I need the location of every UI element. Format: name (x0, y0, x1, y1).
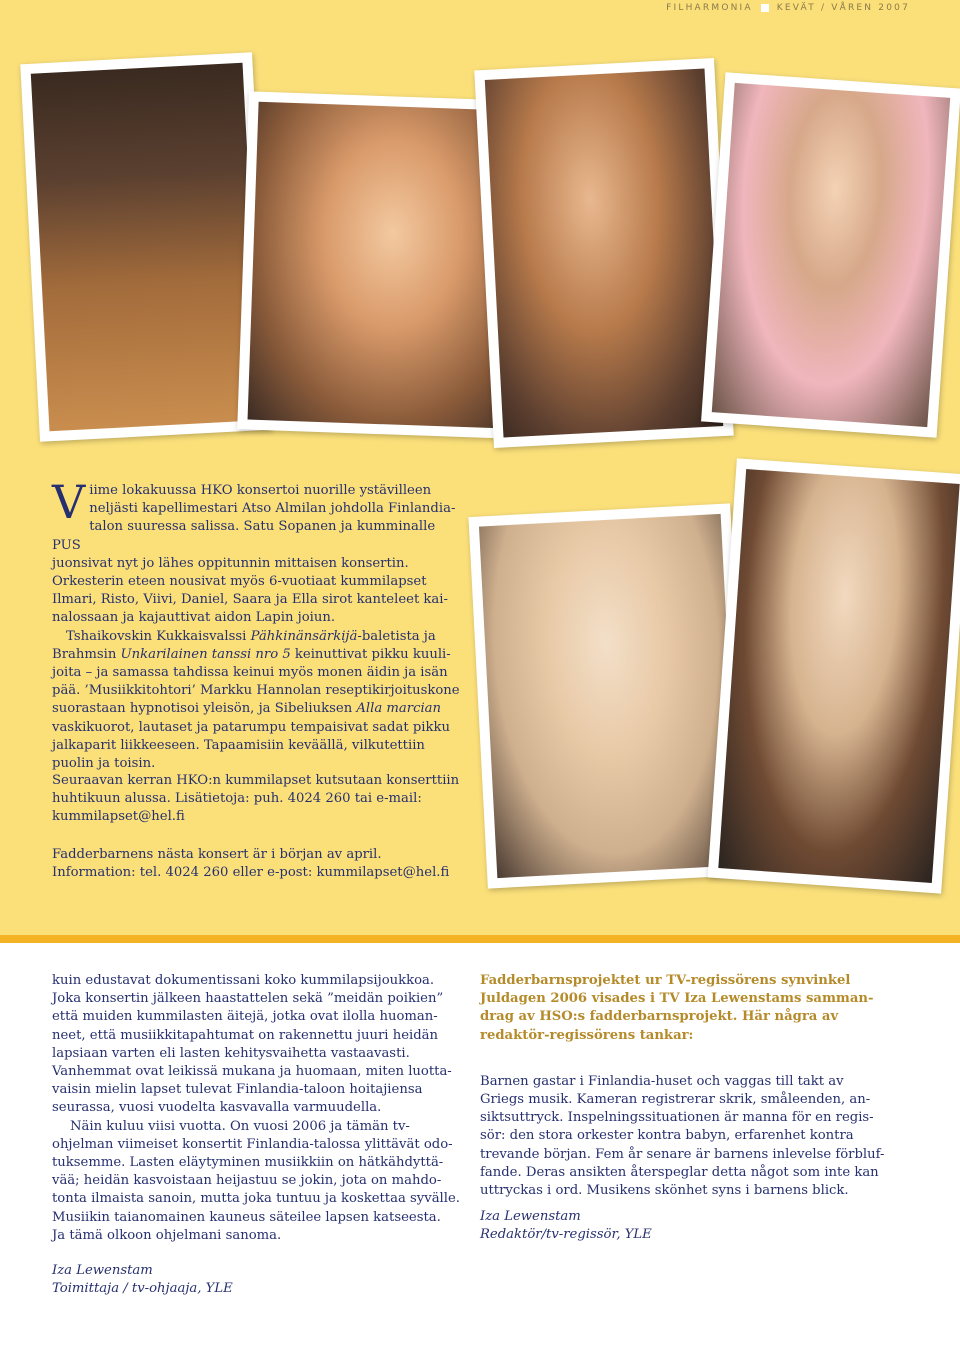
right-lead (480, 972, 890, 1045)
column-line: ohjelman viimeiset konsertit Finlandia-talossa ylittävät odo- (52, 1136, 453, 1152)
column-line: vaisin mielin lapset tulevat Finlandia-taloon hoitajiensa (52, 1082, 423, 1098)
column-line: vää; heidän kasvoistaan heijastuu se jokin, jota on mahdo- (52, 1173, 442, 1189)
info-email-link[interactable]: kummilapset@hel.fi (52, 809, 185, 825)
photo-image (479, 514, 739, 878)
girl-hand-cheek-photo (708, 458, 960, 893)
column-line: kuin edustavat dokumentissani koko kummilapsijoukkoa. (52, 973, 435, 988)
signature-title: Toimittaja / tv-ohjaaja, YLE (52, 1281, 233, 1297)
info-line: Fadderbarnens nästa konsert är i början av april. (52, 847, 382, 862)
italic-run: Pähkinänsärkijä (250, 628, 358, 644)
orange-divider-rule (0, 935, 960, 943)
right-body (480, 1073, 890, 1200)
column-line: trevande början. Fem år senare är barnens inlevelse förbluf- (480, 1146, 885, 1162)
article-line (52, 719, 462, 737)
column-line: Vanhemmat ovat leikissä mukana ja huomaan, miten luotta- (52, 1064, 452, 1080)
column-line: Näin kuluu viisi vuotta. On vuosi 2006 ja tämän tv- (70, 1118, 410, 1134)
signature-name: Iza Lewenstam (52, 1263, 153, 1278)
photo-image (485, 68, 723, 437)
text-run: puolin ja toisin. (52, 756, 156, 772)
article-line (52, 700, 462, 718)
conductor-photo (20, 52, 271, 442)
italic-run: Unkarilainen tanssi nro 5 (120, 646, 291, 662)
article-line (52, 646, 462, 664)
text-run: suorastaan hypnotisoi yleisön, ja Sibeliuksen (52, 701, 357, 717)
photo-image (712, 83, 950, 427)
article-line: talon suuressa salissa. Satu Sopanen ja kumminalle PUS (52, 519, 436, 553)
text-run: pää. ’Musiikkitohtori’ Markku Hannolan reseptikirjoituskone (52, 683, 460, 699)
photo-image (31, 63, 261, 432)
text-run: Tshaikovskin Kukkaisvalssi (66, 628, 251, 644)
info-line: huhtikuun alussa. Lisätietoja: puh. 4024 260 tai e-mail: (52, 791, 422, 807)
article-line (52, 664, 462, 682)
header-square-icon (761, 4, 769, 12)
signature-name: Iza Lewenstam (480, 1209, 581, 1224)
girl-looking-up-photo (701, 72, 960, 438)
issue-label: KEVÄT / VÅREN 2007 (776, 3, 910, 13)
column-line: sör: den stora orkester kontra babyn, erfarenhet kontra (480, 1128, 854, 1144)
text-run: -baletista ja (357, 628, 436, 644)
column-line: Ja tämä olkoon ohjelmani sanoma. (52, 1227, 282, 1243)
photo-image (248, 102, 511, 429)
article-line (52, 628, 462, 646)
text-run: jalkaparit liikkeeseen. Tapaamisiin keväällä, vilkutettiin (52, 737, 425, 753)
column-line: neet, että musiikkitapahtumat on rakennettu juuri heidän (52, 1027, 439, 1043)
article-line (52, 682, 462, 700)
column-line: seurassa, vuosi vuodelta kasvavalla varmuudella. (52, 1100, 382, 1116)
column-line: uttryckas i ord. Musikens skönhet syns i barnens blick. (480, 1183, 849, 1199)
article-line: iime lokakuussa HKO konsertoi nuorille ystävilleen (89, 483, 432, 498)
article-line: juonsivat nyt jo lähes oppitunnin mittaisen konsertin. (52, 555, 409, 571)
column-line: siktsuttryck. Inspelningssituationen är manna för en regis- (480, 1110, 874, 1126)
lead-line: Juldagen 2006 visades i TV Iza Lewenstams samman- (480, 991, 874, 1007)
italic-run: Alla marcian (356, 701, 442, 717)
column-line: Joka konsertin jälkeen haastattelen sekä ”meidän poikien” (52, 991, 444, 1007)
lead-line: Fadderbarnsprojektet ur TV-regissörens synvinkel (480, 973, 851, 988)
page-header (666, 0, 910, 16)
info-line: Information: tel. 4024 260 eller e-post: kummilapset@hel.fi (52, 865, 450, 881)
swedish-info (52, 846, 472, 882)
text-run: keinuttivat pikku kuuli- (290, 646, 451, 662)
text-run: vaskikuorot, lautaset ja patarumpu tempaisivat sadat pikku (52, 719, 450, 735)
article-line (52, 755, 462, 773)
right-column (480, 972, 890, 1200)
article-paragraph-1 (52, 475, 462, 628)
info-line: Seuraavan kerran HKO:n kummilapset kutsutaan konserttiin (52, 773, 460, 788)
lead-line: redaktör-regissörens tankar: (480, 1027, 694, 1043)
column-line: tonta ilmaista sanoin, mutta joka tuntuu ja koskettaa syvälle. (52, 1191, 460, 1207)
column-line: Griegs musik. Kameran registrerar skrik, småleenden, an- (480, 1092, 871, 1108)
column-line: lapsiaan varten eli lasten kehitysvaihetta vastaavasti. (52, 1045, 410, 1061)
text-run: Brahmsin (52, 646, 121, 662)
boy-photo (474, 58, 733, 448)
column-line: Musiikin taianomainen kauneus säteilee lapsen katseesta. (52, 1209, 441, 1225)
right-signature (480, 1208, 652, 1244)
lead-line: drag av HSO:s fadderbarnsprojekt. Här några av (480, 1009, 839, 1025)
column-line: tuksemme. Lasten eläytyminen musiikkiin on hätkähdyttä- (52, 1155, 444, 1171)
photo-image (718, 469, 959, 883)
article-paragraph-2 (52, 628, 462, 774)
column-line: että muiden kummilasten äitejä, jotka ovat ilolla huoman- (52, 1009, 438, 1025)
left-paragraph-1 (52, 972, 462, 1118)
article-body (52, 475, 462, 773)
drop-cap: V (52, 475, 86, 529)
left-column (52, 972, 462, 1245)
signature-title: Redaktör/tv-regissör, YLE (480, 1227, 652, 1243)
article-line: nalossaan ja kajauttivat aidon Lapin joiun. (52, 610, 336, 626)
left-paragraph-2 (52, 1118, 462, 1245)
article-line (52, 737, 462, 755)
left-signature (52, 1262, 233, 1298)
article-line: Ilmari, Risto, Viivi, Daniel, Saara ja Ella sirot kanteleet kai- (52, 592, 448, 608)
article-line: neljästi kapellimestari Atso Almilan johdolla Finlandia- (89, 501, 456, 517)
column-line: Barnen gastar i Finlandia-huset och vaggas till takt av (480, 1073, 844, 1089)
article-line: Orkesterin eteen nousivat myös 6-vuotiaat kummilapset (52, 574, 427, 590)
blonde-girl-photo (468, 503, 749, 888)
text-run: joita – ja samassa tahdissa keinui myös monen äidin ja isän (52, 665, 448, 681)
finnish-info (52, 772, 472, 827)
publication-name: FILHARMONIA (666, 3, 753, 13)
column-line: fande. Deras ansikten återspeglar detta något som inte kan (480, 1164, 879, 1180)
